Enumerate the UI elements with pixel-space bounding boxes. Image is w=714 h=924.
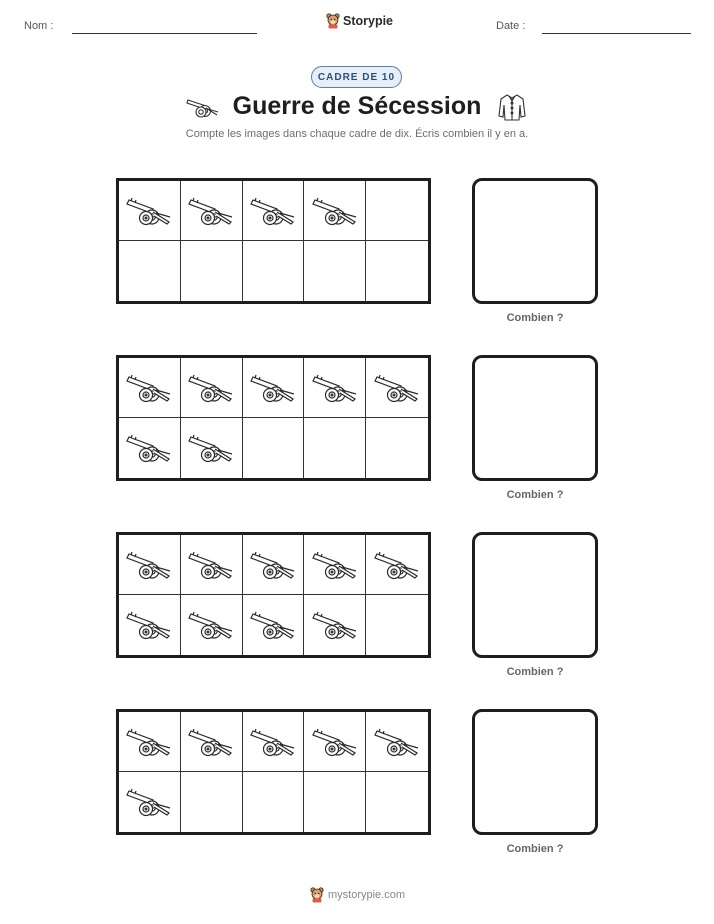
answer-label-4: Combien ? <box>506 843 564 855</box>
answer-box-2[interactable] <box>472 355 598 481</box>
coat-icon <box>497 92 527 122</box>
brand-name: Storypie <box>343 14 394 28</box>
bear-logo-icon <box>326 13 340 29</box>
ten-frame-3 <box>116 532 431 658</box>
frame-cell <box>119 241 181 301</box>
cannon-icon <box>250 725 296 759</box>
frame-cell <box>304 595 366 655</box>
frame-cell <box>119 595 181 655</box>
frame-cell <box>366 358 428 418</box>
frame-cell <box>243 241 305 301</box>
cannon-icon <box>374 725 420 759</box>
ten-frame-4 <box>116 709 431 835</box>
frame-cell <box>366 595 428 655</box>
frame-cell <box>366 712 428 772</box>
worksheet-type-badge: CADRE DE 10 <box>311 66 402 88</box>
frame-cell <box>366 418 428 478</box>
cannon-icon <box>188 548 234 582</box>
cannon-icon <box>188 194 234 228</box>
cannon-icon <box>126 608 172 642</box>
cannon-icon <box>312 194 358 228</box>
cannon-icon <box>188 608 234 642</box>
frame-cell <box>119 772 181 832</box>
ten-frame-2 <box>116 355 431 481</box>
cannon-icon <box>312 371 358 405</box>
bear-logo-icon <box>310 887 324 903</box>
cannon-icon <box>126 785 172 819</box>
instructions: Compte les images dans chaque cadre de dix. Écris combien il y en a. <box>185 128 529 140</box>
cannon-icon <box>126 194 172 228</box>
frame-cell <box>119 181 181 241</box>
frame-cell <box>243 418 305 478</box>
cannon-icon <box>312 548 358 582</box>
frame-cell <box>181 772 243 832</box>
frame-cell <box>181 418 243 478</box>
frame-cell <box>243 772 305 832</box>
frame-cell <box>304 712 366 772</box>
frame-cell <box>181 535 243 595</box>
frame-cell <box>181 181 243 241</box>
cannon-icon <box>312 608 358 642</box>
answer-label-1: Combien ? <box>506 312 564 324</box>
frame-cell <box>119 418 181 478</box>
frame-cell <box>243 595 305 655</box>
frame-cell <box>304 181 366 241</box>
frame-cell <box>119 358 181 418</box>
ten-frame-1 <box>116 178 431 304</box>
frame-cell <box>181 358 243 418</box>
frame-cell <box>304 241 366 301</box>
frame-cell <box>304 358 366 418</box>
footer-url: mystorypie.com <box>328 889 406 901</box>
footer <box>310 887 405 903</box>
frame-cell <box>243 181 305 241</box>
frame-cell <box>366 772 428 832</box>
cannon-icon <box>126 431 172 465</box>
frame-cell <box>119 535 181 595</box>
name-label: Nom : <box>24 20 54 32</box>
cannon-icon <box>250 194 296 228</box>
frame-cell <box>243 358 305 418</box>
frame-cell <box>181 595 243 655</box>
cannon-icon <box>188 431 234 465</box>
cannon-icon <box>188 371 234 405</box>
frame-cell <box>366 535 428 595</box>
page-title: Guerre de Sécession <box>232 92 482 120</box>
answer-box-1[interactable] <box>472 178 598 304</box>
answer-label-3: Combien ? <box>506 666 564 678</box>
answer-box-3[interactable] <box>472 532 598 658</box>
date-line[interactable] <box>542 33 691 34</box>
frame-cell <box>304 418 366 478</box>
cannon-icon <box>250 608 296 642</box>
frame-cell <box>119 712 181 772</box>
name-line[interactable] <box>72 33 257 34</box>
frame-cell <box>366 241 428 301</box>
cannon-icon <box>250 371 296 405</box>
frame-cell <box>243 535 305 595</box>
cannon-icon <box>374 371 420 405</box>
cannon-icon <box>188 725 234 759</box>
cannon-icon <box>250 548 296 582</box>
frame-cell <box>181 712 243 772</box>
answer-box-4[interactable] <box>472 709 598 835</box>
frame-cell <box>304 535 366 595</box>
frame-cell <box>304 772 366 832</box>
frame-cell <box>366 181 428 241</box>
cannon-icon <box>126 725 172 759</box>
cannon-icon <box>374 548 420 582</box>
frame-cell <box>243 712 305 772</box>
date-label: Date : <box>496 20 526 32</box>
frame-cell <box>181 241 243 301</box>
cannon-icon <box>126 548 172 582</box>
cannon-icon <box>126 371 172 405</box>
answer-label-2: Combien ? <box>506 489 564 501</box>
cannon-icon <box>312 725 358 759</box>
brand-logo <box>326 13 393 29</box>
